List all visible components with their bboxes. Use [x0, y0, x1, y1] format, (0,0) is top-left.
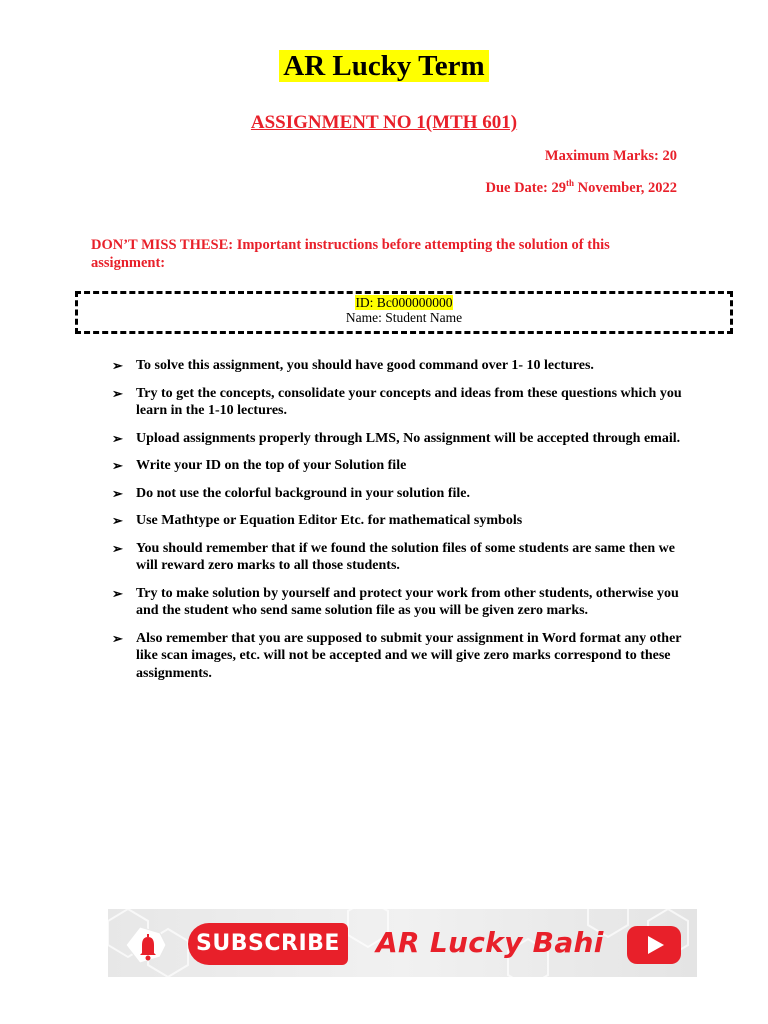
arrow-bullet-icon: ➢ [112, 630, 123, 646]
brand-heading [0, 47, 768, 85]
arrow-bullet-icon: ➢ [112, 513, 123, 528]
arrow-bullet-icon: ➢ [112, 430, 123, 446]
list-item-text: Do not use the colorful background in your solution file. [136, 485, 470, 501]
assignment-title: ASSIGNMENT NO 1(MTH 601) [250, 112, 518, 133]
arrow-bullet-icon: ➢ [112, 540, 123, 556]
list-item [112, 485, 682, 503]
play-icon[interactable] [626, 925, 682, 965]
subscribe-banner[interactable] [108, 909, 697, 977]
arrow-bullet-icon: ➢ [112, 585, 123, 601]
due-date [485, 178, 677, 197]
list-item-text: Also remember that you are supposed to submit your assignment in Word format any other like scan images, etc. will not be accepted and we will give zero marks correspond to these assignments. [136, 630, 682, 681]
list-item [112, 457, 682, 475]
student-name: Name: Student Name [345, 310, 463, 325]
list-item-text: Use Mathtype or Equation Editor Etc. for mathematical symbols [136, 513, 523, 528]
instructions-list [112, 357, 682, 692]
max-marks: Maximum Marks: 20 [544, 148, 677, 164]
list-item-text: You should remember that if we found the solution files of some students are same then we will reward zero marks to all those students. [136, 540, 675, 573]
due-date-suffix: November, 2022 [574, 179, 677, 196]
list-item [112, 630, 682, 683]
list-item-text: Write your ID on the top of your Solution file [136, 458, 407, 473]
subscribe-button[interactable]: SUBSCRIBE [188, 923, 348, 965]
list-item-text: Try to get the concepts, consolidate your concepts and ideas from these questions which you learn in the 1-10 lectures. [136, 385, 682, 418]
arrow-bullet-icon: ➢ [112, 358, 123, 373]
list-item [112, 430, 682, 448]
student-id-box [75, 291, 733, 334]
bell-icon [120, 923, 172, 967]
channel-name: AR Lucky Bahi [376, 926, 604, 959]
list-item [112, 385, 682, 420]
arrow-bullet-icon: ➢ [112, 458, 123, 473]
list-item-text: Try to make solution by yourself and protect your work from other students, otherwise you and the student who send same solution file as you will be given zero marks. [136, 585, 679, 618]
due-date-prefix: Due Date: 29 [485, 179, 567, 196]
list-item-text: Upload assignments properly through LMS, No assignment will be accepted through email. [136, 430, 681, 446]
due-date-sup: th [566, 178, 575, 188]
brand-title: AR Lucky Term [279, 50, 488, 82]
arrow-bullet-icon: ➢ [112, 385, 123, 401]
student-id: ID: Bc000000000 [355, 295, 453, 310]
list-item [112, 585, 682, 620]
list-item [112, 540, 682, 575]
list-item [112, 357, 682, 375]
arrow-bullet-icon: ➢ [112, 485, 123, 501]
list-item-text: To solve this assignment, you should have good command over 1- 10 lectures. [136, 358, 594, 373]
list-item [112, 512, 682, 530]
instructions-warning: DON’T MISS THESE: Important instructions before attempting the solution of this assignment: [91, 237, 610, 271]
